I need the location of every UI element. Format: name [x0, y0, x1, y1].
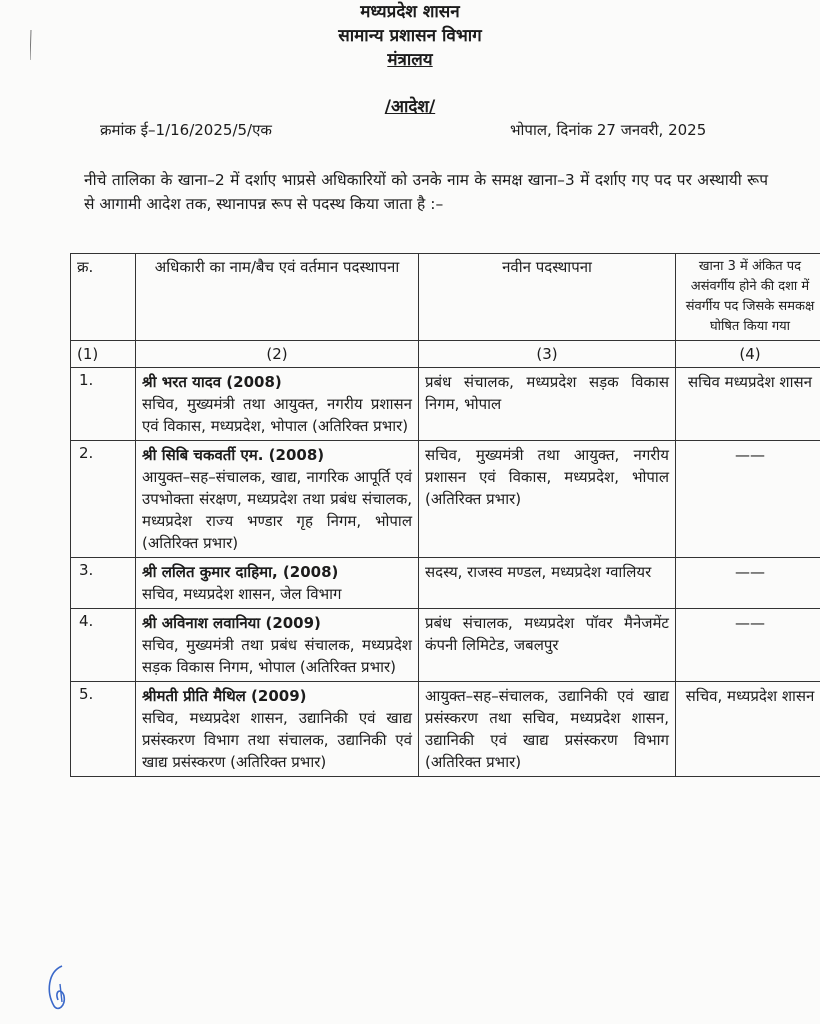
row-serial: 4.: [71, 609, 136, 682]
column-number-row: [71, 341, 820, 368]
officer-cell: [136, 441, 419, 558]
intro-paragraph: नीचे तालिका के खाना–2 में दर्शाए भाप्रसे अधिकारियों को उनके नाम के समक्ष खाना–3 में दर्शाए गए पद पर अस्थायी रूप से आगामी आदेश तक, स्थानापन्न रूप से पदस्थ किया जाता है :–: [84, 171, 768, 213]
row-serial: 2.: [71, 441, 136, 558]
reference-number: क्रमांक ई–1/16/2025/5/एक: [100, 121, 272, 139]
table-row: [71, 609, 820, 682]
table-header-row: [71, 254, 820, 341]
col-number: (3): [419, 341, 676, 368]
officer-name: श्री अविनाश लवानिया (2009): [142, 614, 321, 632]
current-posting: सचिव, मुख्यमंत्री तथा आयुक्त, नगरीय प्रशासन एवं विकास, मध्यप्रदेश, भोपाल (अतिरिक्त प्रभार): [142, 395, 412, 435]
col-number: (4): [676, 341, 820, 368]
header-new-posting: नवीन पदस्थापना: [419, 254, 676, 341]
col-number: (2): [136, 341, 419, 368]
officer-name: श्रीमती प्रीति मैथिल (2009): [142, 687, 307, 705]
header-serial: क्र.: [71, 254, 136, 341]
officer-name: श्री सिबि चकवर्ती एम. (2008): [142, 446, 325, 464]
order-date: भोपाल, दिनांक 27 जनवरी, 2025: [510, 121, 707, 139]
officer-cell: [136, 682, 419, 777]
new-posting: आयुक्त–सह–संचालक, उद्यानिकी एवं खाद्य प्रसंस्करण तथा सचिव, मध्यप्रदेश शासन, उद्यानिकी एवं खाद्य प्रसंस्करण विभाग (अतिरिक्त प्रभार): [419, 682, 676, 777]
current-posting: सचिव, मध्यप्रदेश शासन, जेल विभाग: [142, 585, 342, 603]
equivalent-post: सचिव, मध्यप्रदेश शासन: [676, 682, 820, 777]
header-government: मध्यप्रदेश शासन: [360, 2, 460, 22]
new-posting: प्रबंध संचालक, मध्यप्रदेश पॉवर मैनेजमेंट कंपनी लिमिटेड, जबलपुर: [419, 609, 676, 682]
equivalent-post: ——: [676, 558, 820, 609]
current-posting: आयुक्त–सह–संचालक, खाद्य, नागरिक आपूर्ति एवं उपभोक्ता संरक्षण, मध्यप्रदेश तथा प्रबंध संचालक, मध्यप्रदेश राज्य भण्डार गृह निगम, भोपाल (अतिरिक्त प्रभार): [142, 468, 412, 552]
current-posting: सचिव, मध्यप्रदेश शासन, उद्यानिकी एवं खाद्य प्रसंस्करण विभाग तथा संचालक, उद्यानिकी एवं खाद्य प्रसंस्करण (अतिरिक्त प्रभार): [142, 709, 412, 771]
header-department: सामान्य प्रशासन विभाग: [338, 26, 482, 46]
table-row: [71, 682, 820, 777]
officer-name: श्री भरत यादव (2008): [142, 373, 282, 391]
equivalent-post: सचिव मध्यप्रदेश शासन: [676, 368, 820, 441]
table-row: [71, 558, 820, 609]
order-title: /आदेश/: [384, 97, 436, 117]
new-posting: सचिव, मुख्यमंत्री तथा आयुक्त, नगरीय प्रशासन एवं विकास, मध्यप्रदेश, भोपाल (अतिरिक्त प्रभार): [419, 441, 676, 558]
posting-table: [70, 253, 820, 777]
officer-cell: [136, 609, 419, 682]
table-row: [71, 368, 820, 441]
officer-name: श्री ललित कुमार दाहिमा, (2008): [142, 563, 339, 581]
header-equivalent: खाना 3 में अंकित पद असंवर्गीय होने की दशा में संवर्गीय पद जिसके समकक्ष घोषित किया गया: [676, 254, 820, 341]
equivalent-post: ——: [676, 609, 820, 682]
new-posting: सदस्य, राजस्व मण्डल, मध्यप्रदेश ग्वालियर: [419, 558, 676, 609]
equivalent-post: ——: [676, 441, 820, 558]
header-officer: अधिकारी का नाम/बैच एवं वर्तमान पदस्थापना: [136, 254, 419, 341]
officer-cell: [136, 558, 419, 609]
col-number: (1): [71, 341, 136, 368]
table-row: [71, 441, 820, 558]
blue-ink-initial-icon: [44, 962, 74, 1012]
officer-cell: [136, 368, 419, 441]
current-posting: सचिव, मुख्यमंत्री तथा प्रबंध संचालक, मध्यप्रदेश सड़क विकास निगम, भोपाल (अतिरिक्त प्रभार): [142, 636, 412, 676]
row-serial: 1.: [71, 368, 136, 441]
new-posting: प्रबंध संचालक, मध्यप्रदेश सड़क विकास निगम, भोपाल: [419, 368, 676, 441]
row-serial: 3.: [71, 558, 136, 609]
header-ministry: मंत्रालय: [387, 50, 433, 70]
row-serial: 5.: [71, 682, 136, 777]
